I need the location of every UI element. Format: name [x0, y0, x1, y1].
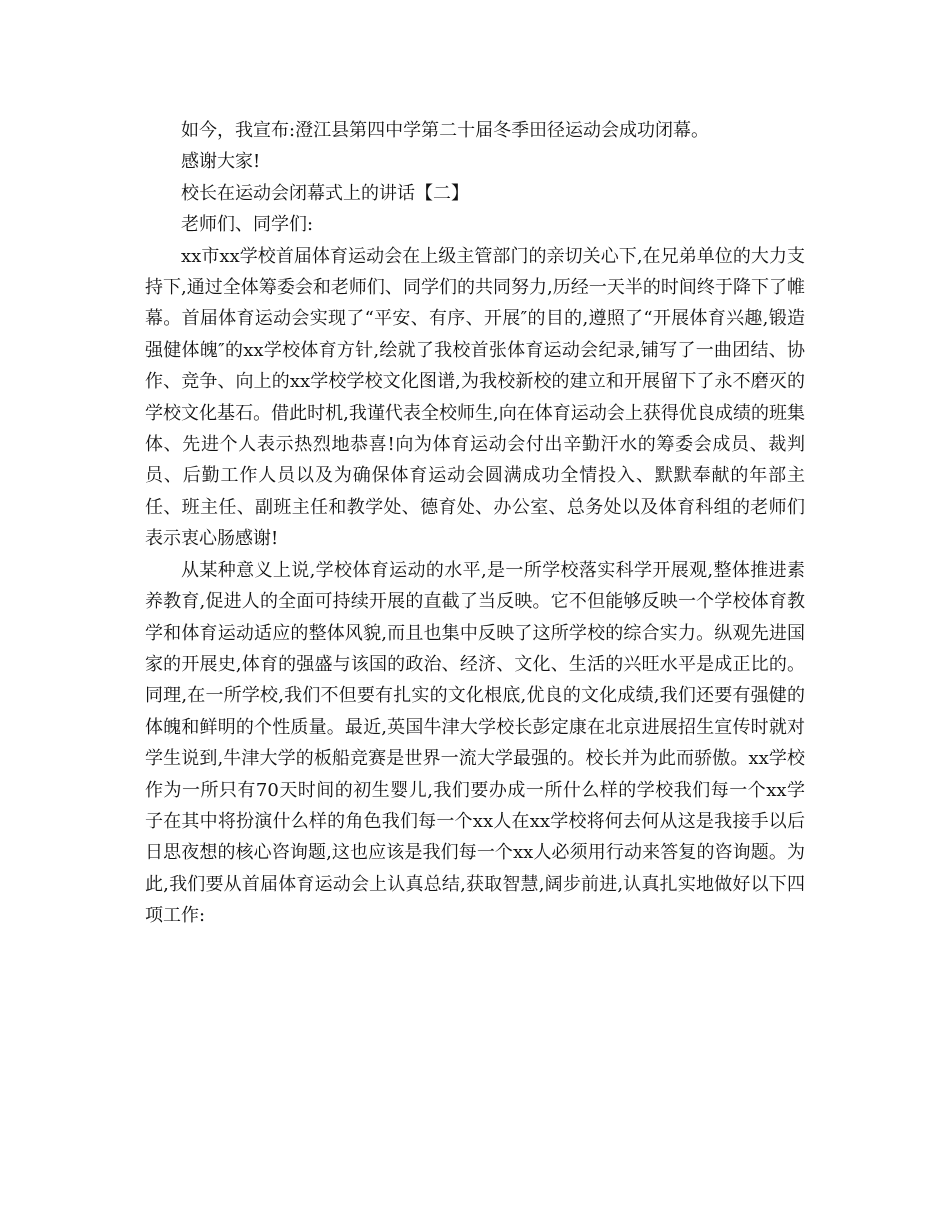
closing-announcement: 如今，我宣布:澄江县第四中学第二十届冬季田径运动会成功闭幕。 [181, 120, 710, 141]
document-body [145, 115, 805, 932]
thanks-line: 感谢大家! [181, 151, 261, 173]
body-paragraph: 从某种意义上说,学校体育运动的水平,是一所学校落实科学开展观,整体推进素养教育,促进人的全面可持续开展的直截了当反映。它不但能够反映一个学校体育教学和体育运动适应的整体风貌,而且也集中反映了这所学校的综合实力。纵观先进国家的开展史,体育的强盛与该国的政治、经济、文化、生活的兴旺水平是成正比的。同理,在一所学校,我们不但要有扎实的文化根底,优良的文化成绩,我们还要有强健的体魄和鲜明的个性质量。最近,英国牛津大学校长彭定康在北京进展招生宣传时就对学生说到,牛津大学的板船竞赛是世界一流大学最强的。校长并为此而骄傲。xx学校作为一所只有70天时间的初生婴儿,我们要办成一所什么样的学校我们每一个xx学子在其中将扮演什么样的角色我们每一个xx人在xx学校将何去何从这是我接手以后日思夜想的核心咨询题,这也应该是我们每一个xx人必须用行动来答复的咨询题。为此,我们要从首届体育运动会上认真总结,获取智慧,阔步前进,认真扎实地做好以下四项工作: [145, 559, 805, 927]
salutation: 老师们、同学们: [181, 214, 314, 236]
body-paragraph: xx市xx学校首届体育运动会在上级主管部门的亲切关心下,在兄弟单位的大力支持下,通过全体筹委会和老师们、同学们的共同努力,历经一天半的时间终于降下了帷幕。首届体育运动会实现了“平安、有序、开展″的目的,遵照了“开展体育兴趣,锻造强健体魄″的xx学校体育方针,绘就了我校首张体育运动会纪录,铺写了一曲团结、协作、竞争、向上的xx学校学校文化图谱,为我校新校的建立和开展留下了永不磨灭的学校文化基石。借此时机,我谨代表全校师生,向在体育运动会上获得优良成绩的班集体、先进个人表示热烈地恭喜!向为体育运动会付出辛勤汗水的筹委会成员、裁判员、后勤工作人员以及为确保体育运动会圆满成功全情投入、默默奉献的年部主任、班主任、副班主任和教学处、德育处、办公室、总务处以及体育科组的老师们表示衷心肠感谢! [145, 245, 805, 550]
speech-title: 校长在运动会闭幕式上的讲话【二】 [181, 182, 469, 204]
